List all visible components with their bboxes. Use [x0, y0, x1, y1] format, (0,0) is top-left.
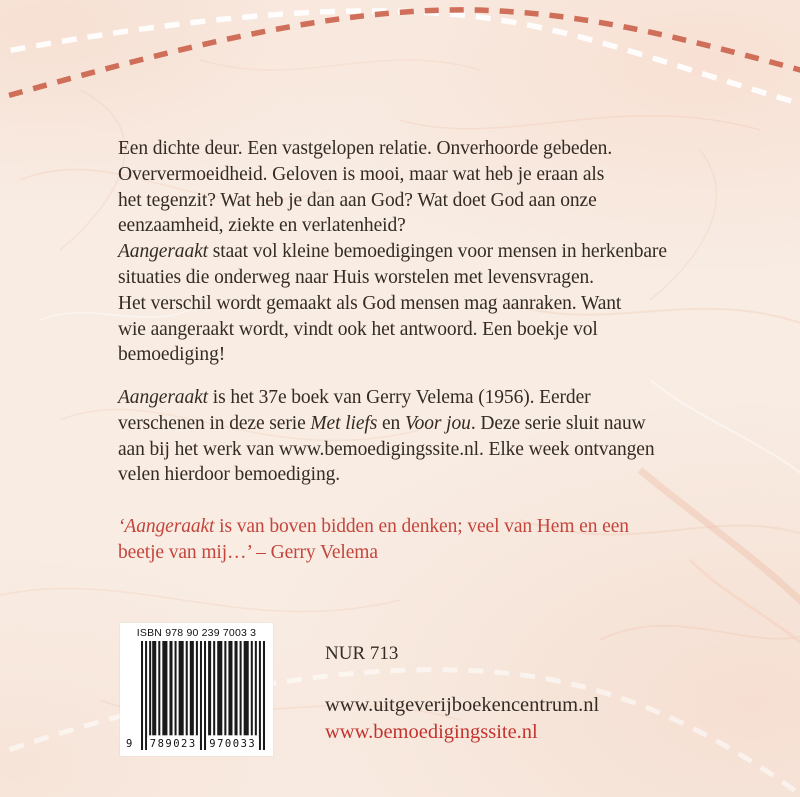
salmon-dashed-curve — [0, 10, 800, 102]
text-line: velen hierdoor bemoediging. — [118, 464, 341, 486]
text-line: Aangeraakt staat vol kleine bemoedigingen voor mensen in herkenbare — [118, 241, 667, 263]
barcode-panel — [120, 623, 273, 756]
white-dashed-curve — [0, 11, 800, 108]
decorative-dashed-curves — [0, 0, 800, 145]
ean-barcode — [126, 641, 265, 750]
barcode-digit-group2: 970033 — [207, 738, 259, 751]
text-line: Aangeraakt is het 37e boek van Gerry Velema (1956). Eerder — [118, 387, 591, 408]
nur-code: NUR 713 — [325, 643, 399, 664]
author-quote — [118, 514, 629, 566]
barcode-digit-prefix: 9 — [126, 738, 133, 750]
text-line: verschenen in deze serie Met liefs en Voor jou. Deze serie sluit nauw — [118, 412, 646, 434]
text-line: Oververmoeidheid. Geloven is mooi, maar wat heb je eraan als — [118, 163, 605, 185]
text-line: situaties die onderweg naar Huis worstelen met levensvragen. — [118, 266, 594, 288]
text-line: Het verschil wordt gemaakt als God mensen mag aanraken. Want — [118, 292, 622, 314]
text-line: beetje van mij…’ – Gerry Velema — [118, 541, 378, 563]
text-line: wie aangeraakt wordt, vindt ook het antwoord. Een boekje vol — [118, 318, 598, 340]
text-line: Een dichte deur. Een vastgelopen relatie. Onverhoorde gebeden. — [118, 138, 613, 159]
blurb-text — [118, 136, 667, 368]
isbn-number: ISBN 978 90 239 7003 3 — [136, 627, 257, 639]
text-line: bemoediging! — [118, 344, 226, 366]
barcode-digit-group1: 789023 — [147, 738, 199, 751]
text-line: ‘Aangeraakt is van boven bidden en denken; veel van Hem en een — [118, 516, 629, 537]
publisher-url: www.uitgeverijboekencentrum.nl — [325, 694, 600, 716]
text-line: het tegenzit? Wat heb je dan aan God? Wat doet God aan onze — [118, 189, 597, 211]
author-series-text — [118, 385, 654, 488]
text-line: aan bij het werk van www.bemoedigingssite.nl. Elke week ontvangen — [118, 438, 655, 460]
text-line: eenzaamheid, ziekte en verlatenheid? — [118, 215, 406, 237]
bemoedigingssite-url: www.bemoedigingssite.nl — [325, 721, 538, 743]
barcode-bars — [141, 641, 265, 750]
